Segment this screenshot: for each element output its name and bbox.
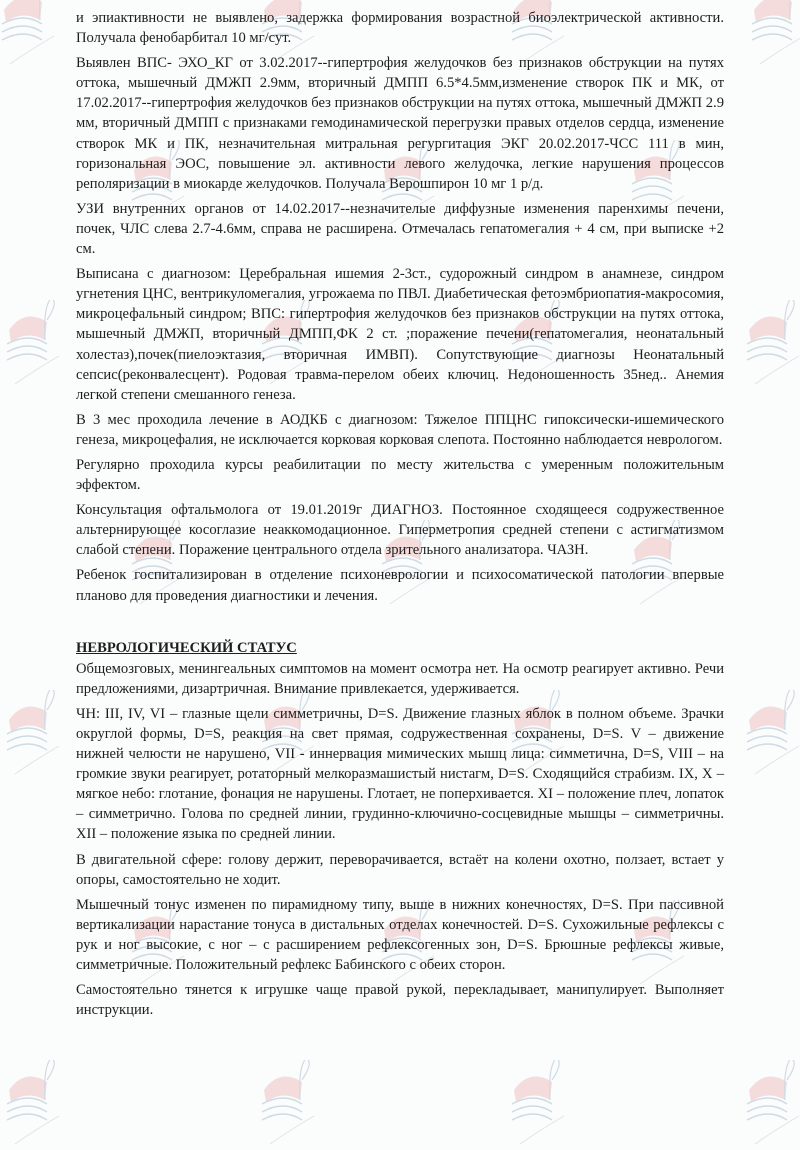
paragraph-rehabilitation: Регулярно проходила курсы реабилитации по месту жительства с умеренным положительным эффектом. [76,456,724,494]
paragraph-ultrasound: УЗИ внутренних органов от 14.02.2017--незначителые диффузные изменения паренхимы печени, почек, ЧЛС слева 2.7-4.6мм, справа не расширена. Отмечалась гепатомегалия + 4 см, при выписке +2 см. [76,200,724,258]
watermark-logo-icon [0,1060,65,1150]
paragraph-general-symptoms: Общемозговых, менингеальных симптомов на момент осмотра нет. На осмотр реагирует активно. Речи предложениями, дизартричная. Внимание привлекается, удерживается. [76,660,724,697]
paragraph-cranial-nerves: ЧН: III, IV, VI – глазные щели симметричны, D=S. Движение глазных яблок в полном объеме. Зрачки округлой формы, D=S, реакция на свет прямая, содружественная сохранены, D=S. V – движение нижней челюсти не нарушено, VII - иннервация мимических мышц лица: симметична, D=S, VIII – на громкие звуки реагирует, ротаторный мелкоразмашистый нистагм, D=S. Сходящийся страбизм. IX, X – мягкое небо: глотание, фонация не нарушены. Глотает, не поперхивается. XI – положение плеч, лопаток – симметрично. Голова по средней линии, грудинно-ключично-сосцевидные мышцы – симметричны. XII – положение языка по средней линии. [76,705,724,843]
section-heading-neurological-status: НЕВРОЛОГИЧЕСКИЙ СТАТУС [76,639,297,656]
watermark-logo-icon [0,690,65,780]
paragraph-ophthalmology: Консультация офтальмолога от 19.01.2019г ДИАГНОЗ. Постоянное сходящееся содружественное альтернирующее косоглазие неаккомодационное. Гиперметропия средней степени с астигматизмом слабой степени. Поражение центрального отдела зрительного анализатора. ЧАЗН. [76,502,724,559]
watermark-logo-icon [740,0,800,70]
paragraph-eeg-result: и эпиактивности не выявлено, задержка формирования возрастной биоэлектрической активности. Получала фенобарбитал 10 мг/сут. [76,10,724,47]
paragraph-hospitalization: Ребенок госпитализирован в отделение психоневрологии и психосоматической патологии впервые планово для проведения диагностики и лечения. [76,567,724,604]
paragraph-manipulation: Самостоятельно тянется к игрушке чаще правой рукой, перекладывает, манипулирует. Выполняет инструкции. [76,982,724,1019]
watermark-logo-icon [0,300,65,390]
watermark-logo-icon [250,1060,320,1150]
watermark-logo-icon [735,1060,800,1150]
paragraph-treatment-3-months: В 3 мес проходила лечение в АОДКБ с диагнозом: Тяжелое ППЦНС гипоксически-ишемического генеза, микроцефалия, не исключается корковая корковая слепота. Постоянно наблюдается неврологом. [76,411,724,448]
watermark-logo-icon [735,300,800,390]
watermark-logo-icon [735,690,800,780]
paragraph-muscle-tone: Мышечный тонус изменен по пирамидному типу, выше в нижних конечностях, D=S. При пассивной вертикализации нарастание тонуса в дистальных отделах конечностей. D=S. Сухожильные рефлексы с рук и ног высокие, с ног – с расширением рефлексогенных зон, D=S. Брюшные рефлексы живые, симметричные. Положительный рефлекс Бабинского с обеих сторон. [76,896,724,974]
paragraph-echo-ecg: Выявлен ВПС- ЭХО_КГ от 3.02.2017--гипертрофия желудочков без признаков обструкции на путях оттока, мышечный ДМЖП 2.9мм, вторичный ДМПП 6.5*4.5мм,изменение створок ПК и МК, от 17.02.2017--гипертрофия желудочков без признаков обструкции на путях оттока, мышечный ДМЖП 2.9 мм, вторичный ДМПП с признаками гемодинамической перегрузки правых отделов сердца, изменение створок МК и ПК, незначительная митральная регургитация ЭКГ 20.02.2017-ЧСС 111 в мин, горизональная ЭОС, повышение эл. активности левого желудочка, легкие нарушения процессов реполяризации в миокарде желудочков. Получала Верошпирон 10 мг 1 р/д. [76,55,724,192]
paragraph-motor-sphere: В двигательной сфере: голову держит, переворачивается, встаёт на колени охотно, ползает, встает у опоры, самостоятельно не ходит. [76,851,724,888]
watermark-logo-icon [500,1060,570,1150]
document-body [76,8,724,1025]
watermark-logo-icon [0,0,60,70]
paragraph-discharge-diagnosis: Выписана с диагнозом: Церебральная ишемия 2-3ст., судорожный синдром в анамнезе, синдром угнетения ЦНС, вентрикуломегалия, угрожаема по ПВЛ. Диабетическая фетоэмбриопатия-макросомия, микроцефальный синдром; ВПС: гипертрофия желудочков без признаков обструкции на путях оттока, мышечный ДМЖП, вторичный ДМПП,ФК 2 ст. ;поражение печени(гепатомегалия, неонатальный холестаз),почек(пиелоэктазия, вторичная ИМВП). Сопутствующие диагнозы Неонатальный сепсис(реконвалесцент). Родовая травма-перелом обеих ключиц. Недоношенность 35нед.. Анемия легкой степени смешанного генеза. [76,266,724,403]
